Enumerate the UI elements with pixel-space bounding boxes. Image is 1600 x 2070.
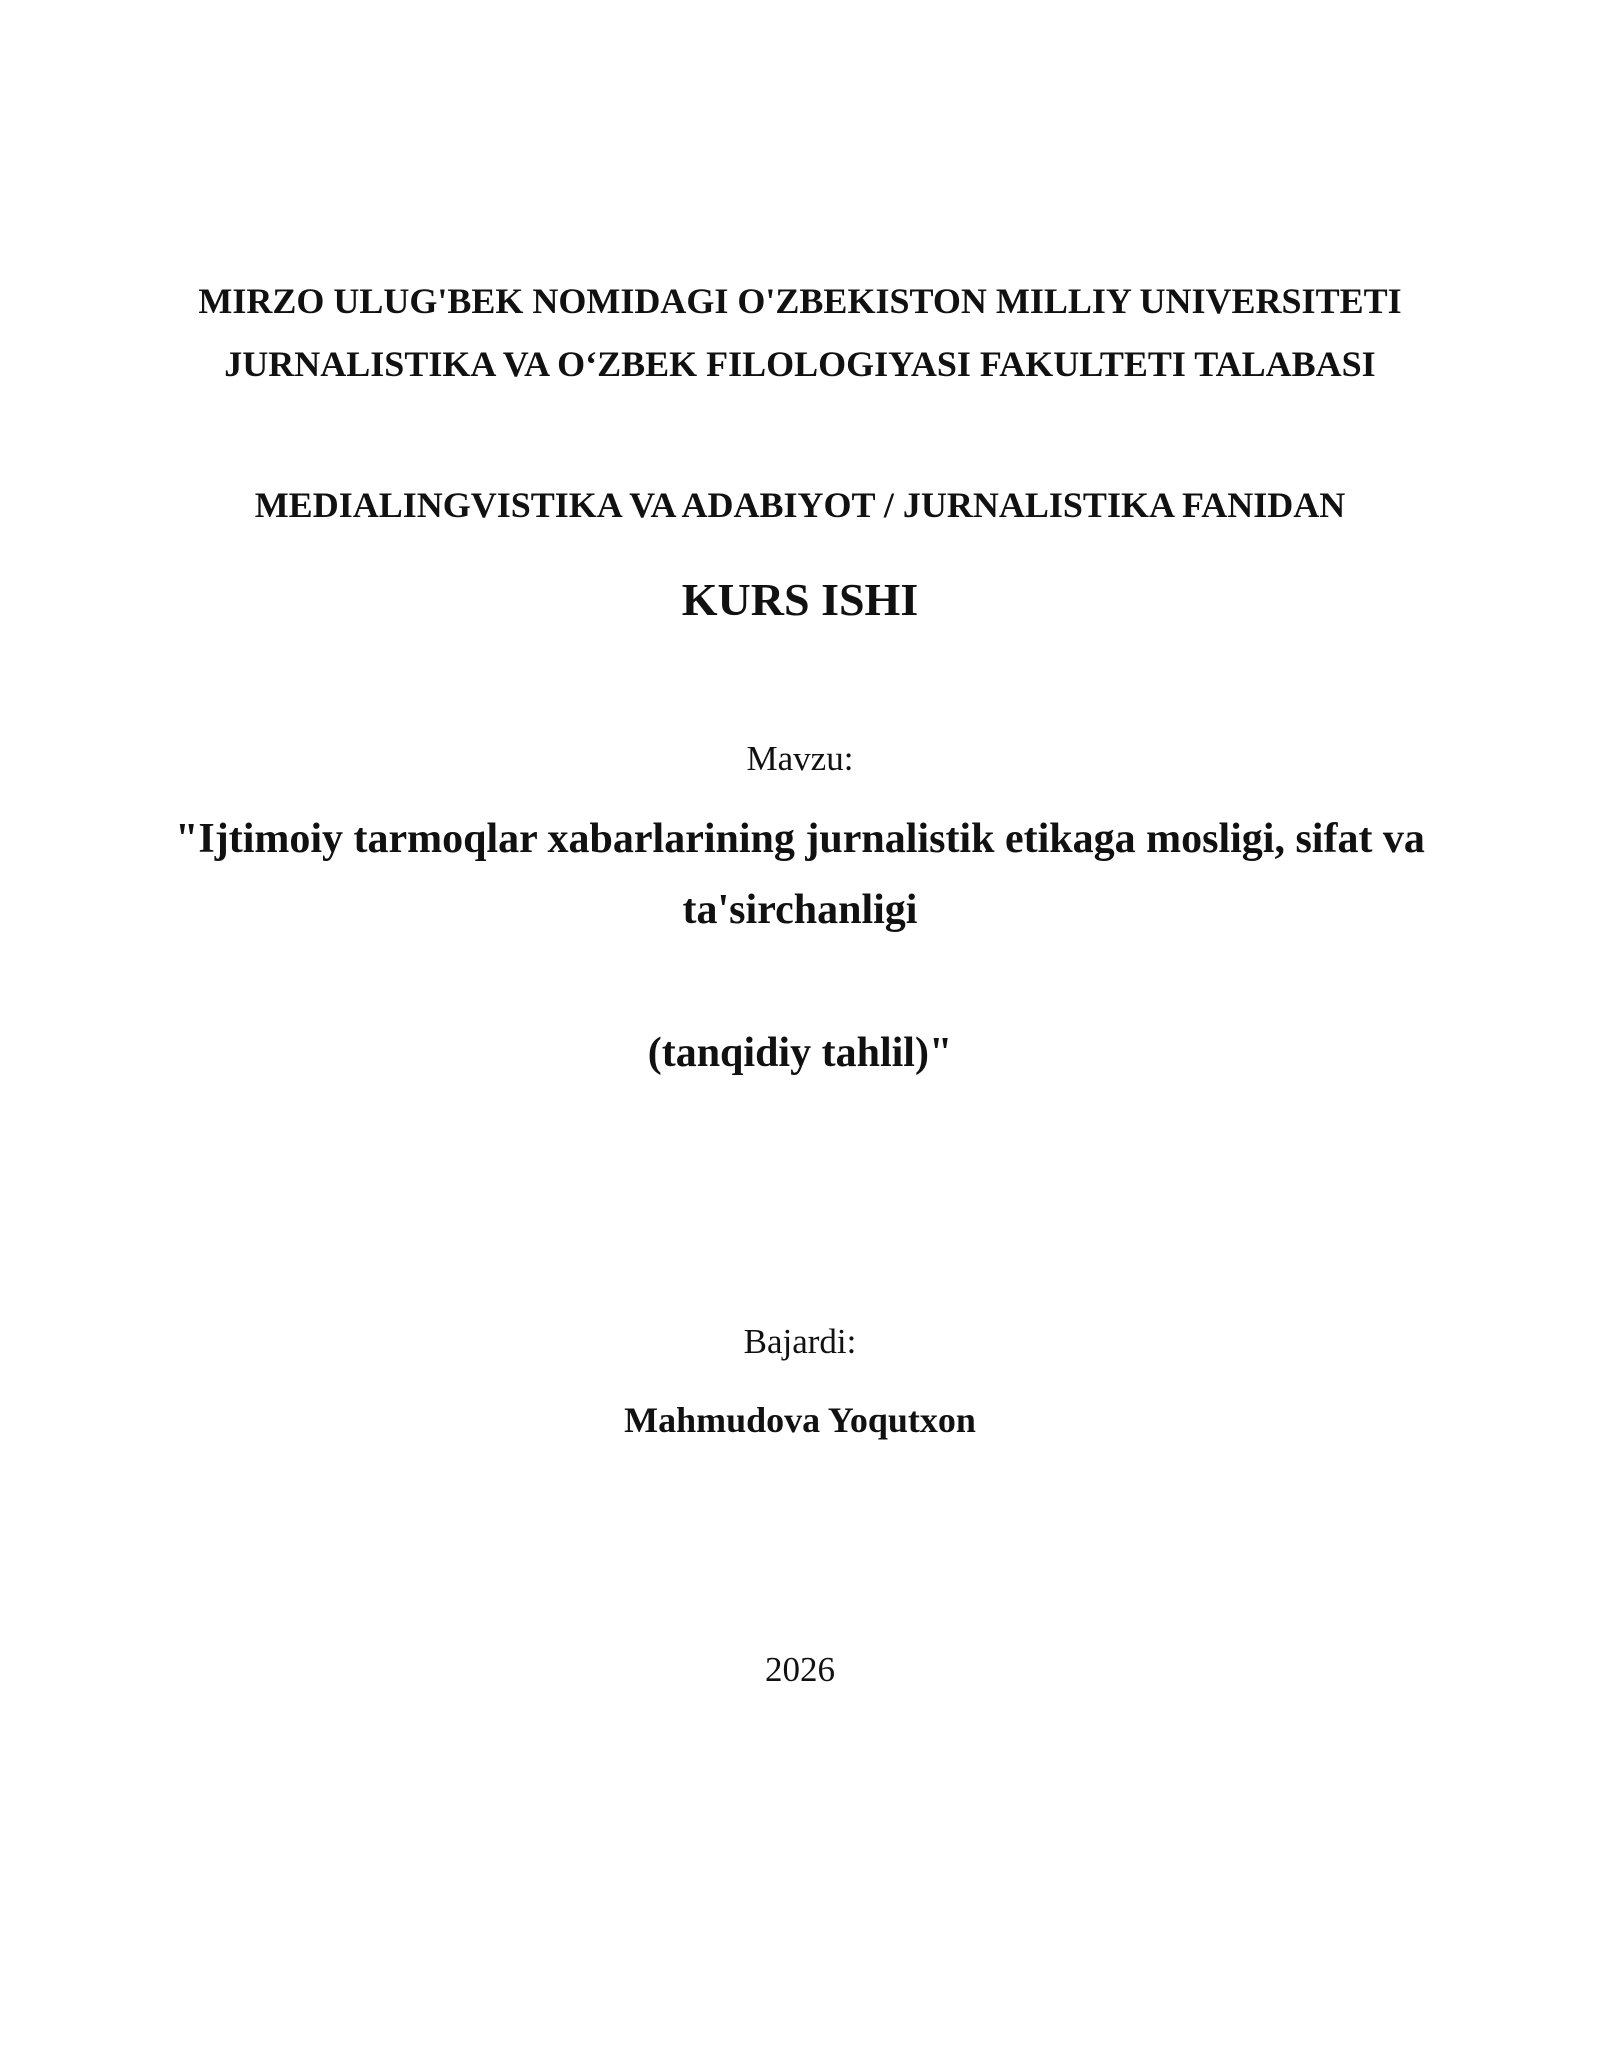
author-label: Bajardi: [743, 1322, 857, 1361]
topic-title-line-3: (tanqidiy tahlil)" [647, 1030, 953, 1076]
faculty-name: JURNALISTIKA VA O‘ZBEK FILOLOGIYASI FAKULTETI TALABASI [224, 344, 1376, 384]
document-type: KURS ISHI [681, 574, 919, 625]
topic-title-line-1: "Ijtimoiy tarmoqlar xabarlarining jurnalistik etikaga mosligi, sifat va [175, 816, 1425, 862]
year: 2026 [765, 1650, 835, 1689]
subject-line: MEDIALINGVISTIKA VA ADABIYOT / JURNALISTIKA FANIDAN [254, 485, 1346, 525]
author-name: Mahmudova Yoqutxon [624, 1400, 976, 1440]
university-name: MIRZO ULUG'BEK NOMIDAGI O'ZBEKISTON MILLIY UNIVERSITETI [198, 281, 1402, 321]
topic-label: Mavzu: [746, 739, 854, 778]
topic-title-line-2: ta'sirchanligi [682, 887, 918, 933]
